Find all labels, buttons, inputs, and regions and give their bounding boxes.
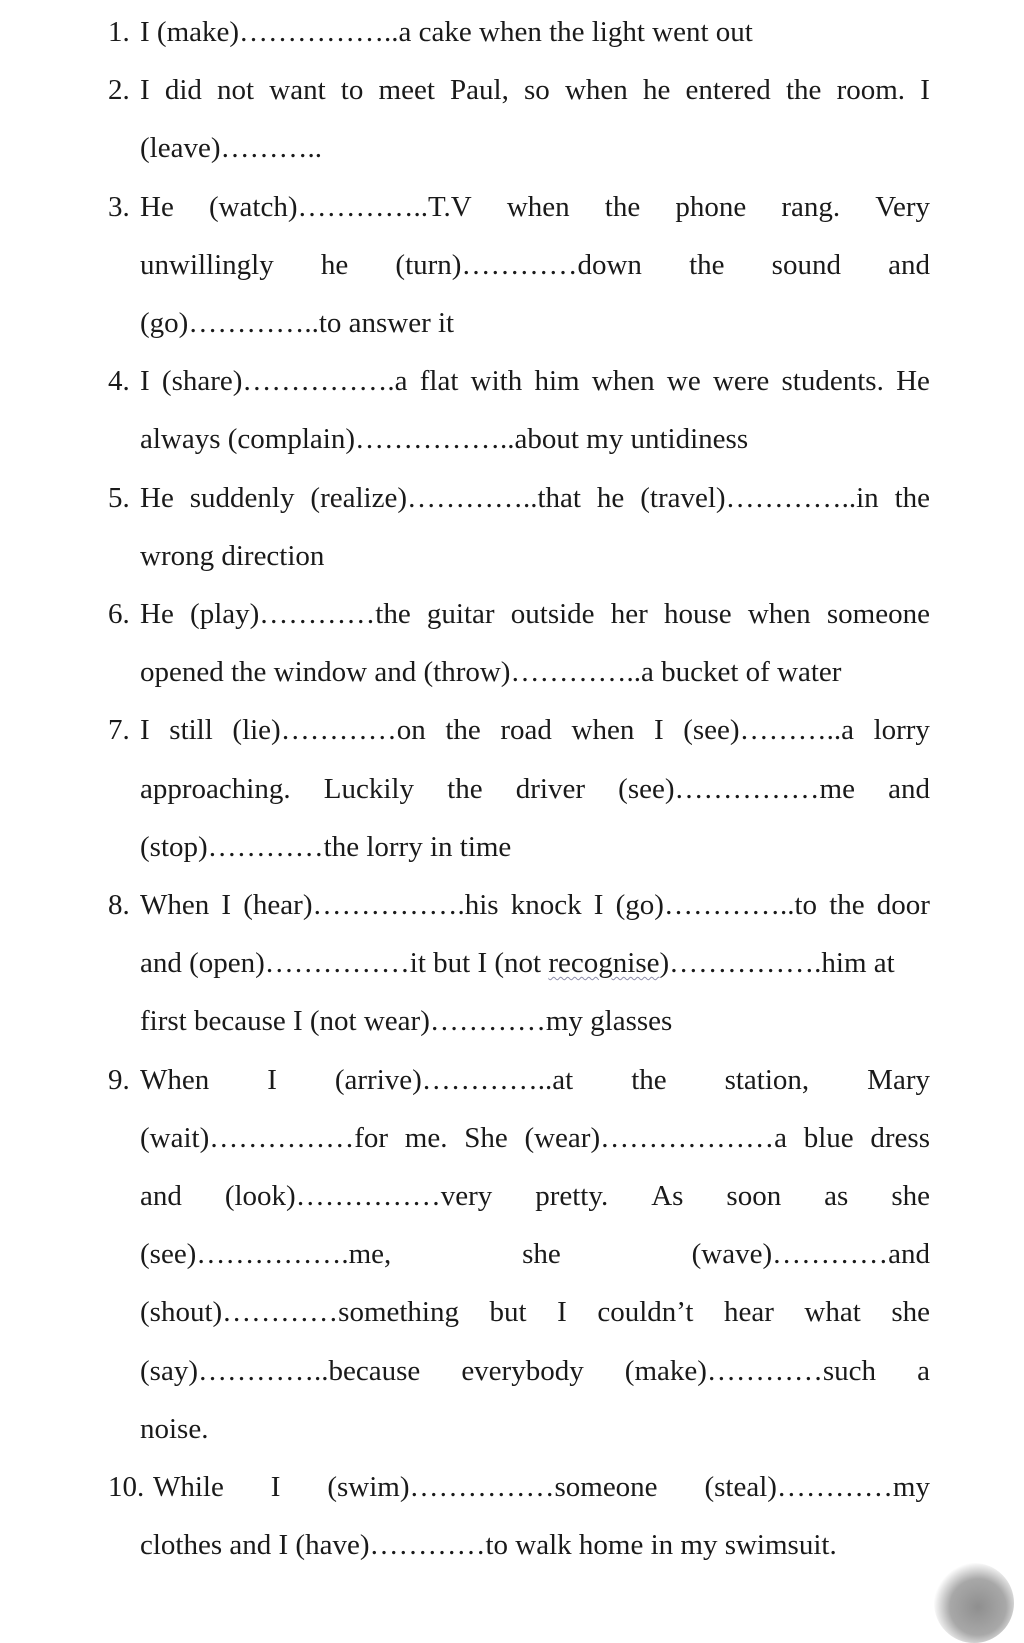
word: He <box>140 190 174 223</box>
word: unwillingly <box>140 248 274 281</box>
exercise-text <box>140 363 930 399</box>
word: when <box>571 714 635 747</box>
word: blue <box>803 1121 854 1154</box>
word: pretty. <box>535 1180 609 1212</box>
word: he <box>320 248 349 281</box>
exercise-text <box>140 480 930 516</box>
word: (make)…………such <box>624 1354 877 1387</box>
word: (watch)…………..T.V <box>208 190 472 223</box>
word: as <box>824 1180 849 1212</box>
word: when <box>564 74 628 107</box>
word: and <box>140 1180 182 1212</box>
exercise-text <box>140 1120 930 1156</box>
word: the <box>689 248 725 281</box>
word: the <box>604 190 641 223</box>
exercise-number: 6. <box>108 598 130 630</box>
word: flat <box>419 365 459 398</box>
word: her <box>610 598 648 630</box>
word: I <box>653 714 664 747</box>
word: the <box>445 714 481 747</box>
word: (play)…………the <box>190 598 411 630</box>
word: (travel)…………..in <box>640 481 879 514</box>
word: I <box>140 365 150 398</box>
word: the <box>785 74 822 107</box>
word: I <box>270 1471 281 1503</box>
exercise-text: always (complain)……………..about my untidiness <box>140 423 749 456</box>
misspelled-word: recognise <box>548 947 660 980</box>
word: (say)…………..because <box>140 1354 421 1387</box>
word: a <box>917 1354 930 1387</box>
word: (wave)…………and <box>691 1238 930 1271</box>
word: with <box>470 365 523 398</box>
exercise-text <box>140 1294 930 1330</box>
word: I <box>221 889 232 921</box>
word: I <box>140 714 150 747</box>
word: meet <box>378 74 435 107</box>
word: (swim)……………someone <box>327 1471 658 1503</box>
exercise-text: I (make)……………..a cake when the light went out <box>140 16 753 48</box>
word: (realize)…………..that <box>310 481 581 514</box>
word: someone <box>826 598 930 630</box>
word: suddenly <box>189 481 295 514</box>
word: he <box>642 74 671 107</box>
exercise-text: wrong direction <box>140 539 325 572</box>
word: station, <box>724 1063 810 1096</box>
exercise-number: 9. <box>108 1063 130 1096</box>
exercise-number: 3. <box>108 190 130 223</box>
exercise-text <box>140 189 930 225</box>
word: she <box>522 1238 561 1271</box>
word: (steal)…………my <box>704 1471 930 1503</box>
exercise-text <box>140 72 930 108</box>
exercise-text <box>140 887 930 923</box>
word: (lie)…………on <box>232 714 426 747</box>
word: house <box>663 598 732 630</box>
word: I <box>593 889 604 921</box>
word: (look)……………very <box>224 1180 493 1212</box>
exercise-number: 2. <box>108 74 130 107</box>
word: As <box>651 1180 684 1212</box>
word: Paul, <box>450 74 509 107</box>
exercise-number: 10. <box>108 1471 145 1503</box>
word: I <box>920 74 930 107</box>
word: everybody <box>461 1354 584 1387</box>
word: me. <box>404 1121 448 1154</box>
word: She <box>464 1121 508 1154</box>
word: the <box>631 1063 667 1096</box>
exercise-text <box>140 1236 930 1272</box>
word: Very <box>875 190 930 223</box>
word: (wait)……………for <box>140 1121 389 1154</box>
word: (see)………..a <box>683 714 854 747</box>
word: road <box>500 714 552 747</box>
text-segment: and (open)……………it but I (not <box>140 947 549 980</box>
exercise-text <box>140 1062 930 1098</box>
word: knock <box>510 889 582 921</box>
word: (wear)………………a <box>524 1121 787 1154</box>
word: the <box>447 772 483 805</box>
exercise-number: 4. <box>108 365 130 398</box>
word: I <box>557 1296 567 1329</box>
exercise-text <box>140 247 930 283</box>
exercise-text <box>140 712 930 748</box>
word: he <box>596 481 625 514</box>
word: not <box>217 74 255 107</box>
word: she <box>891 1180 930 1212</box>
word: I <box>140 74 150 107</box>
exercise-number: 8. <box>108 889 130 921</box>
word: He <box>140 598 174 630</box>
word: (see)……………me <box>618 772 855 805</box>
word: While <box>153 1471 224 1503</box>
word: room. <box>836 74 906 107</box>
word: but <box>489 1296 527 1329</box>
exercise-text: (go)…………..to answer it <box>140 307 455 339</box>
word: the <box>829 889 865 921</box>
word: driver <box>515 772 585 805</box>
exercise-number: 5. <box>108 481 130 514</box>
word: when <box>591 365 655 398</box>
word: sound <box>771 248 841 281</box>
word: still <box>169 714 213 747</box>
word: dress <box>870 1121 930 1154</box>
exercise-text: opened the window and (throw)…………..a bucket of water <box>140 656 842 689</box>
word: students. <box>781 365 884 398</box>
exercise-text <box>140 1353 930 1389</box>
exercise-number: 7. <box>108 714 130 747</box>
word: soon <box>726 1180 782 1212</box>
exercise-text <box>140 1178 930 1214</box>
word: guitar <box>426 598 495 630</box>
word: (hear)…………….his <box>243 889 499 921</box>
word: He <box>896 365 930 398</box>
word: so <box>524 74 550 107</box>
exercise-text: noise. <box>140 1412 209 1445</box>
word: hear <box>723 1296 774 1329</box>
exercise-text <box>153 1469 930 1505</box>
word: Luckily <box>323 772 414 805</box>
word: (arrive)…………..at <box>334 1063 574 1096</box>
word: (share)…………….a <box>161 365 408 398</box>
word: He <box>140 481 174 514</box>
word: lorry <box>873 714 930 747</box>
exercise-text: clothes and I (have)…………to walk home in my swimsuit. <box>140 1529 837 1562</box>
word: door <box>876 889 930 921</box>
word: we <box>666 365 701 398</box>
word: When <box>140 889 210 921</box>
exercise-text <box>140 596 930 632</box>
word: and <box>888 248 930 281</box>
word: him <box>534 365 580 398</box>
exercise-text: (leave)……….. <box>140 132 322 165</box>
word: when <box>506 190 570 223</box>
word: did <box>164 74 202 107</box>
word: what <box>804 1296 861 1329</box>
word: approaching. <box>140 772 291 805</box>
word: (see)…………….me, <box>140 1238 392 1271</box>
exercise-text: first because I (not wear)…………my glasses <box>140 1005 673 1038</box>
word: I <box>267 1063 277 1096</box>
word: Mary <box>867 1063 930 1096</box>
exercise-number: 1. <box>108 16 130 48</box>
word: to <box>340 74 364 107</box>
text-segment: )…………….him at <box>659 947 895 980</box>
exercise-text <box>140 945 895 981</box>
word: were <box>712 365 770 398</box>
exercise-text: (stop)…………the lorry in time <box>140 830 512 863</box>
word: outside <box>510 598 595 630</box>
word: entered <box>685 74 771 107</box>
word: want <box>269 74 326 107</box>
word: (shout)…………something <box>140 1296 459 1329</box>
word: (go)…………..to <box>615 889 818 921</box>
word: the <box>894 481 930 514</box>
word: couldn’t <box>597 1296 694 1329</box>
word: phone <box>675 190 747 223</box>
word: when <box>747 598 811 630</box>
word: she <box>891 1296 930 1329</box>
word: rang. <box>781 190 841 223</box>
word: and <box>888 772 930 805</box>
word: When <box>140 1063 210 1096</box>
word: (turn)…………down <box>395 248 642 281</box>
exercise-text <box>140 771 930 807</box>
